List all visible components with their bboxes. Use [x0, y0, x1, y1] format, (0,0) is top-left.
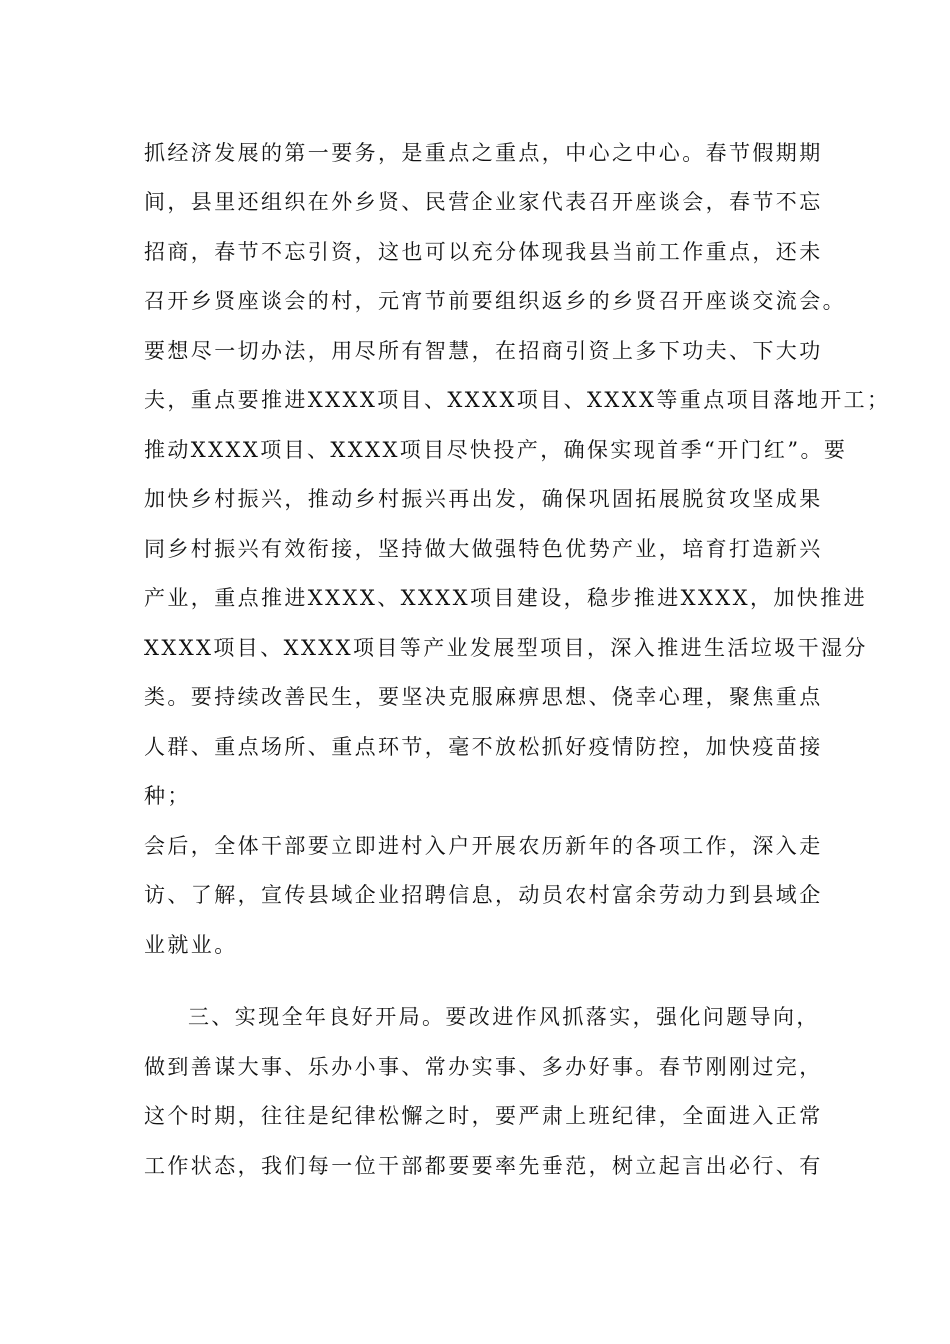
text-line: 种； — [144, 784, 191, 808]
text-line: 做到善谋大事、乐办小事、常办实事、多办好事。春节刚刚过完， — [144, 1055, 823, 1079]
text-line: 加快乡村振兴，推动乡村振兴再出发，确保巩固拓展脱贫攻坚成果 — [144, 487, 823, 511]
text-line: 间，县里还组织在外乡贤、民营企业家代表召开座谈会，春节不忘 — [144, 190, 823, 214]
section-heading-line: 三、实现全年良好开局。要改进作风抓落实，强化问题导向， — [188, 1005, 820, 1029]
text-line: 产业，重点推进XXXX、XXXX项目建设，稳步推进XXXX，加快推进 — [144, 586, 868, 610]
text-line: 夫，重点要推进XXXX项目、XXXX项目、XXXX等重点项目落地开工； — [144, 388, 891, 412]
text-line: 访、了解，宣传县域企业招聘信息，动员农村富余劳动力到县域企 — [144, 883, 823, 907]
text-line: 工作状态，我们每一位干部都要要率先垂范，树立起言出必行、有 — [144, 1154, 823, 1178]
text-line: 推动XXXX项目、XXXX项目尽快投产，确保实现首季“开门红”。要 — [144, 438, 848, 462]
text-line: 类。要持续改善民生，要坚决克服麻痹思想、侥幸心理，聚焦重点 — [144, 685, 823, 709]
text-line: 这个时期，往往是纪律松懈之时，要严肃上班纪律，全面进入正常 — [144, 1104, 823, 1128]
text-line: 召开乡贤座谈会的村，元宵节前要组织返乡的乡贤召开座谈交流会。 — [144, 289, 846, 313]
text-line: 要想尽一切办法，用尽所有智慧，在招商引资上多下功夫、下大功 — [144, 339, 823, 363]
text-line: 招商，春节不忘引资，这也可以充分体现我县当前工作重点，还未 — [144, 240, 823, 264]
text-line: 会后，全体干部要立即进村入户开展农历新年的各项工作，深入走 — [144, 834, 823, 858]
text-line: 业就业。 — [144, 933, 238, 957]
text-line: 抓经济发展的第一要务，是重点之重点，中心之中心。春节假期期 — [144, 141, 823, 165]
text-line: 同乡村振兴有效衔接，坚持做大做强特色优势产业，培育打造新兴 — [144, 537, 823, 561]
text-line: 人群、重点场所、重点环节，毫不放松抓好疫情防控，加快疫苗接 — [144, 735, 823, 759]
text-line: XXXX项目、XXXX项目等产业发展型项目，深入推进生活垃圾干湿分 — [144, 636, 868, 660]
